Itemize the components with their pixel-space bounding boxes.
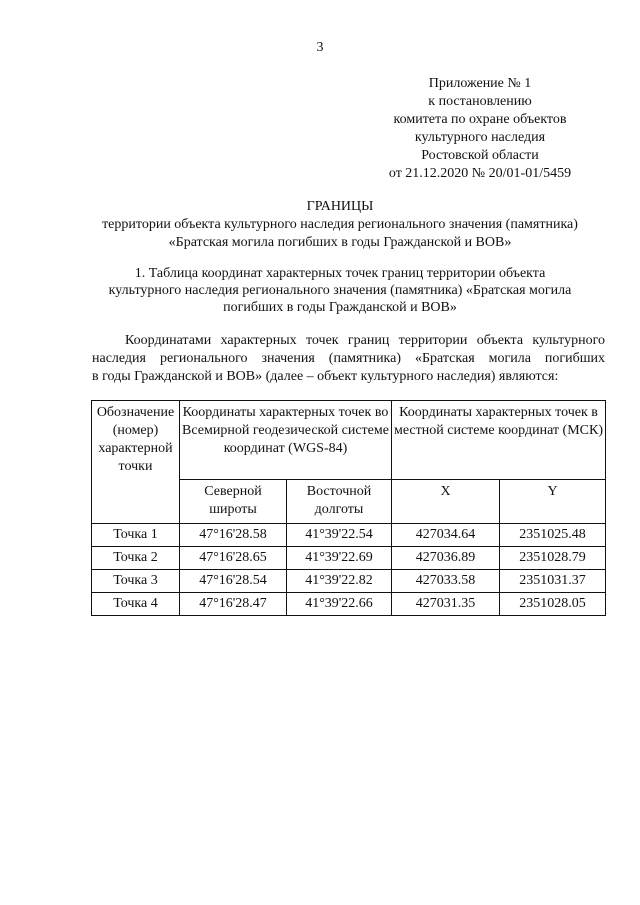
table-row — [92, 524, 606, 547]
appendix-block — [380, 75, 580, 183]
table-row — [92, 593, 606, 616]
appendix-line: Приложение № 1 — [428, 76, 532, 91]
intro-paragraph — [92, 332, 605, 386]
cell-lon: 41°39'22.82 — [287, 570, 392, 593]
coordinates-table — [91, 400, 606, 616]
appendix-line: от 21.12.2020 № 20/01-01/5459 — [388, 166, 572, 181]
cell-lat: 47°16'28.58 — [180, 524, 287, 547]
header-east: Восточной долготы — [287, 480, 392, 524]
cell-y: 2351028.79 — [500, 547, 606, 570]
boundaries-line: территории объекта культурного наследия регионального значения (памятника) — [102, 217, 578, 232]
cell-x: 427034.64 — [392, 524, 500, 547]
boundaries-title: ГРАНИЦЫ — [306, 199, 374, 214]
section-title — [60, 265, 620, 316]
intro-line: Координатами характерных точек границ территории объекта культурного — [125, 333, 605, 348]
boundaries-heading — [60, 198, 620, 252]
table-row — [92, 570, 606, 593]
cell-y: 2351031.37 — [500, 570, 606, 593]
section-title-line: культурного наследия регионального значения (памятника) «Братская могила — [108, 283, 572, 298]
table-row — [92, 547, 606, 570]
cell-y: 2351025.48 — [500, 524, 606, 547]
cell-lat: 47°16'28.65 — [180, 547, 287, 570]
header-north: Северной широты — [180, 480, 287, 524]
cell-x: 427033.58 — [392, 570, 500, 593]
header-msk: Координаты характерных точек в местной системе координат (МСК) — [392, 401, 606, 480]
appendix-line: Ростовской области — [421, 148, 539, 163]
cell-x: 427031.35 — [392, 593, 500, 616]
header-designation: Обозначение (номер) характерной точки — [92, 401, 180, 524]
section-title-line: 1. Таблица координат характерных точек границ территории объекта — [134, 266, 546, 281]
header-x: X — [392, 480, 500, 524]
cell-lat: 47°16'28.54 — [180, 570, 287, 593]
cell-point: Точка 2 — [92, 547, 180, 570]
header-y: Y — [500, 480, 606, 524]
intro-line: наследия регионального значения (памятника) «Братская могила погибших — [92, 351, 605, 366]
section-title-line: погибших в годы Гражданской и ВОВ» — [223, 300, 457, 315]
cell-lat: 47°16'28.47 — [180, 593, 287, 616]
appendix-line: культурного наследия — [414, 130, 546, 145]
appendix-line: комитета по охране объектов — [393, 112, 567, 127]
cell-point: Точка 3 — [92, 570, 180, 593]
boundaries-line: «Братская могила погибших в годы Гражданской и ВОВ» — [168, 235, 512, 250]
cell-lon: 41°39'22.66 — [287, 593, 392, 616]
cell-x: 427036.89 — [392, 547, 500, 570]
cell-point: Точка 1 — [92, 524, 180, 547]
appendix-line: к постановлению — [428, 94, 532, 109]
cell-lon: 41°39'22.69 — [287, 547, 392, 570]
page-number: 3 — [316, 40, 324, 55]
intro-line: в годы Гражданской и ВОВ» (далее – объект культурного наследия) являются: — [92, 369, 559, 384]
cell-point: Точка 4 — [92, 593, 180, 616]
header-wgs: Координаты характерных точек во Всемирной геодезической системе координат (WGS-84) — [180, 401, 392, 480]
cell-y: 2351028.05 — [500, 593, 606, 616]
cell-lon: 41°39'22.54 — [287, 524, 392, 547]
